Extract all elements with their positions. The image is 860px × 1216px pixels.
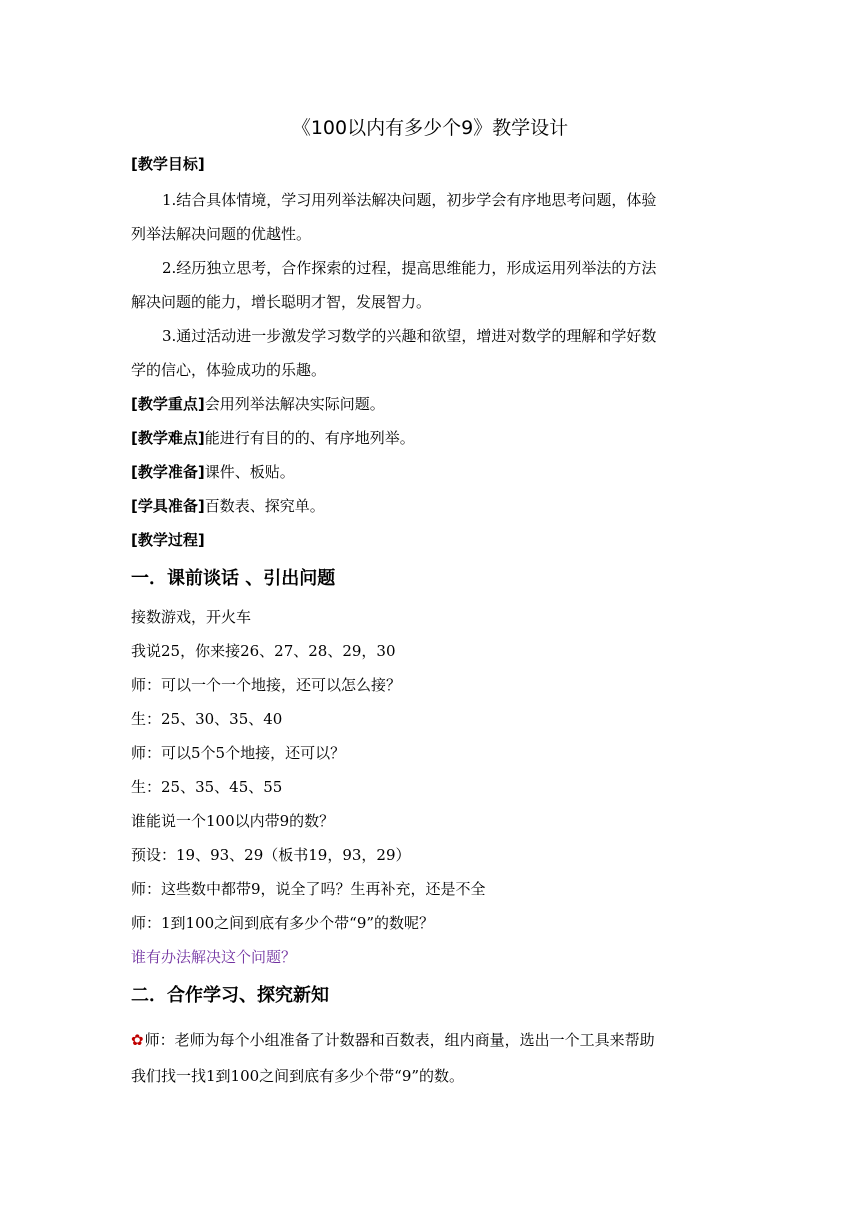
teaching-prep: [131, 461, 731, 483]
difficulty-label: [教学难点]: [131, 429, 205, 447]
section-1-heading: 一．课前谈话 、引出问题: [131, 568, 336, 589]
section-1-line: 师：可以一个一个地接，还可以怎么接？: [131, 676, 402, 694]
student-prep-text: 百数表、探究单。: [204, 497, 325, 515]
objective-1-line-1: 1.结合具体情境，学习用列举法解决问题，初步学会有序地思考问题，体验: [162, 191, 657, 209]
section-2-heading: 二．合作学习、探究新知: [131, 985, 329, 1006]
section-1-line: 接数游戏，开火车: [131, 608, 252, 626]
key-point-text: 会用列举法解决实际问题。: [204, 395, 385, 413]
objective-2-line-1: 2.经历独立思考，合作探索的过程，提高思维能力，形成运用列举法的方法: [162, 259, 657, 277]
page-title: 《100以内有多少个9》教学设计: [291, 117, 569, 139]
section-1-line: 我说25，你来接26、27、28、29，30: [131, 642, 396, 660]
objective-1-line-2: 列举法解决问题的优越性。: [131, 225, 312, 243]
flower-icon: ✿: [131, 1031, 144, 1049]
teaching-prep-label: [教学准备]: [131, 463, 205, 481]
key-point: [131, 393, 731, 415]
objective-3-line-2: 学的信心，体验成功的乐趣。: [131, 361, 327, 379]
student-prep-label: [学具准备]: [131, 497, 205, 515]
section-1-line: 生：25、30、35、40: [131, 710, 283, 728]
process-heading: [教学过程]: [131, 531, 205, 549]
section-1-line: 师：1到100之间到底有多少个带“9”的数呢？: [131, 914, 435, 932]
teaching-prep-text: 课件、板贴。: [204, 463, 295, 481]
difficulty: [131, 427, 731, 449]
objective-3-line-1: 3.通过活动进一步激发学习数学的兴趣和欲望，增进对数学的理解和学好数: [162, 327, 657, 345]
section-2-line-2: 我们找一找1到100之间到底有多少个带“9”的数。: [131, 1067, 465, 1085]
section-2-line-1-text: 师：老师为每个小组准备了计数器和百数表，组内商量，选出一个工具来帮助: [144, 1031, 655, 1049]
key-point-label: [教学重点]: [131, 395, 205, 413]
section-1-line: 谁能说一个100以内带9的数？: [131, 812, 335, 830]
section-1-question: 谁有办法解决这个问题？: [131, 948, 297, 966]
section-1-line: 生：25、35、45、55: [131, 778, 283, 796]
section-1-line: 师：可以5个5个地接，还可以？: [131, 744, 346, 762]
objectives-heading: [教学目标]: [131, 155, 205, 173]
student-prep: [131, 495, 731, 517]
difficulty-text: 能进行有目的的、有序地列举。: [204, 429, 415, 447]
section-2-line-1: [131, 1029, 731, 1051]
objective-2-line-2: 解决问题的能力，增长聪明才智，发展智力。: [131, 293, 432, 311]
section-1-line: 师：这些数中都带9，说全了吗？生再补充，还是不全: [131, 880, 486, 898]
section-1-line: 预设：19、93、29（板书19，93，29）: [131, 846, 411, 864]
